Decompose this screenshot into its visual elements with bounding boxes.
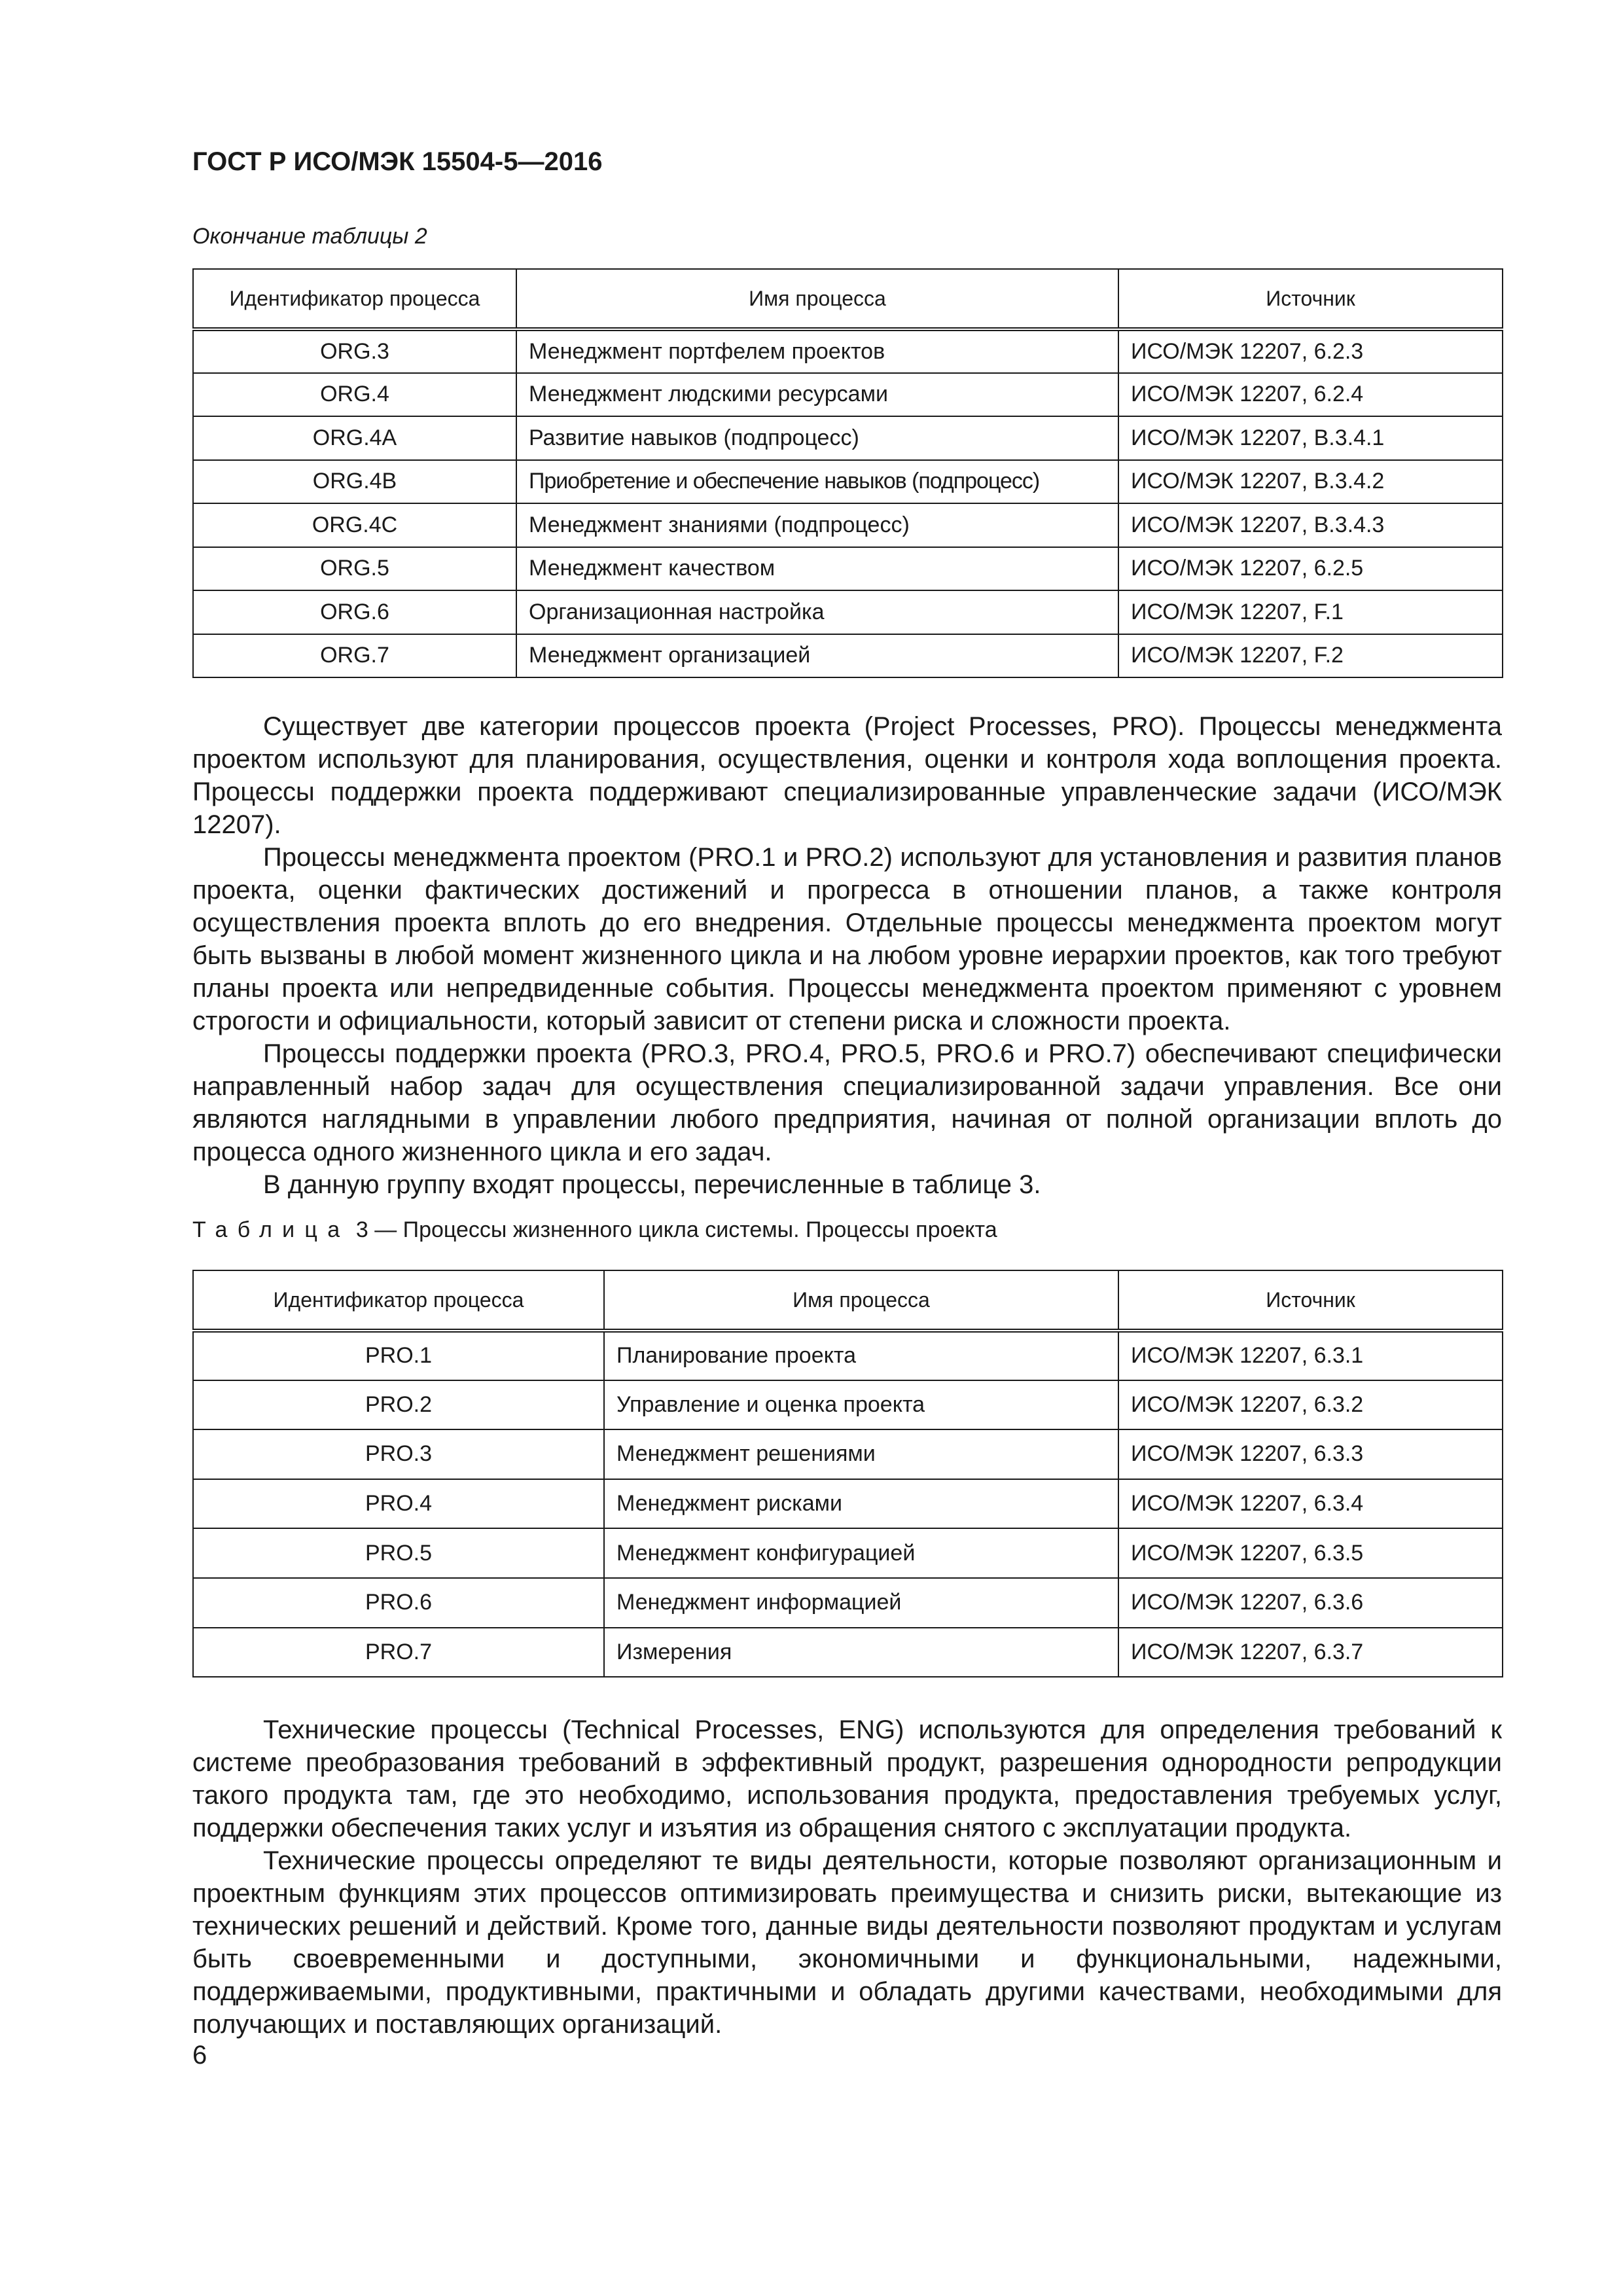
cell-source: ИСО/МЭК 12207, 6.2.4: [1118, 373, 1503, 417]
paragraph: Технические процессы определяют те виды деятельности, которые позволяют организационным и проектным функциям этих процессов оптимизировать преимущества и снизить риски, вытекающие из технических решений и действий. Кроме того, данные виды деятельности позволяют продуктам и услугам быть своевременными и доступными, экономичными и функциональными, надежными, поддерживаемыми, продуктивными, практичными и обладать другими качествами, необходимыми для получающих и поставляющих организаций.: [192, 1846, 1502, 2039]
table-row: [193, 460, 1503, 504]
cell-name: Менеджмент знаниями (подпроцесс): [516, 503, 1118, 547]
column-header-id: Идентификатор процесса: [193, 1270, 604, 1331]
cell-name: Менеджмент людскими ресурсами: [516, 373, 1118, 417]
cell-source: ИСО/МЭК 12207, B.3.4.3: [1118, 503, 1503, 547]
table-row: [193, 1479, 1503, 1529]
document-header: ГОСТ Р ИСО/МЭК 15504-5—2016: [192, 147, 603, 176]
table-2-caption: Окончание таблицы 2: [192, 224, 427, 249]
table-3: [192, 1270, 1503, 1677]
cell-name: Планирование проекта: [604, 1331, 1118, 1380]
table-row: [193, 416, 1503, 460]
cell-name: Менеджмент решениями: [604, 1429, 1118, 1479]
column-header-source: Источник: [1118, 269, 1503, 329]
cell-name: Менеджмент рисками: [604, 1479, 1118, 1529]
cell-source: ИСО/МЭК 12207, 6.2.3: [1118, 329, 1503, 373]
cell-name: Развитие навыков (подпроцесс): [516, 416, 1118, 460]
cell-id: ORG.4A: [193, 416, 516, 460]
cell-id: PRO.3: [193, 1429, 604, 1479]
cell-id: PRO.6: [193, 1578, 604, 1628]
cell-id: ORG.7: [193, 634, 516, 678]
table-row: [193, 1528, 1503, 1578]
table-3-caption: [192, 1217, 997, 1243]
cell-name: Организационная настройка: [516, 590, 1118, 634]
table-row: [193, 1578, 1503, 1628]
table-row: [193, 503, 1503, 547]
cell-source: ИСО/МЭК 12207, 6.3.2: [1118, 1380, 1503, 1430]
cell-id: ORG.4: [193, 373, 516, 417]
body-text-section-2: [192, 1713, 1502, 2041]
cell-source: ИСО/МЭК 12207, F.2: [1118, 634, 1503, 678]
table-row: [193, 329, 1503, 373]
cell-id: PRO.7: [193, 1628, 604, 1677]
cell-id: PRO.1: [193, 1331, 604, 1380]
table-3-caption-label: Таблица: [192, 1217, 350, 1242]
cell-name: Измерения: [604, 1628, 1118, 1677]
cell-id: ORG.5: [193, 547, 516, 591]
cell-name: Менеджмент конфигурацией: [604, 1528, 1118, 1578]
cell-name: Приобретение и обеспечение навыков (подпроцесс): [516, 460, 1118, 504]
paragraph: Процессы менеджмента проектом (PRO.1 и PRO.2) используют для установления и развития планов проекта, оценки фактических достижений и прогресса в отношении планов, а также контроля осуществления проекта вплоть до его внедрения. Отдельные процессы менеджмента проектом могут быть вызваны в любой момент жизненного цикла и на любом уровне иерархии проектов, как того требуют планы проекта или непредвиденные события. Процессы менеджмента проектом применяют с уровнем строгости и официальности, который зависит от степени риска и сложности проекта.: [192, 843, 1502, 1035]
table-row: [193, 1429, 1503, 1479]
cell-source: ИСО/МЭК 12207, F.1: [1118, 590, 1503, 634]
cell-name: Менеджмент портфелем проектов: [516, 329, 1118, 373]
cell-source: ИСО/МЭК 12207, B.3.4.1: [1118, 416, 1503, 460]
cell-source: ИСО/МЭК 12207, B.3.4.2: [1118, 460, 1503, 504]
table-header-row: [193, 1270, 1503, 1331]
cell-source: ИСО/МЭК 12207, 6.3.7: [1118, 1628, 1503, 1677]
cell-id: PRO.5: [193, 1528, 604, 1578]
cell-source: ИСО/МЭК 12207, 6.3.5: [1118, 1528, 1503, 1578]
cell-source: ИСО/МЭК 12207, 6.2.5: [1118, 547, 1503, 591]
table-3-caption-text: 3 — Процессы жизненного цикла системы. Процессы проекта: [355, 1217, 997, 1242]
cell-id: ORG.4B: [193, 460, 516, 504]
cell-id: ORG.4C: [193, 503, 516, 547]
cell-id: ORG.6: [193, 590, 516, 634]
cell-source: ИСО/МЭК 12207, 6.3.1: [1118, 1331, 1503, 1380]
table-2: [192, 268, 1503, 678]
body-text-section-1: [192, 710, 1502, 1201]
cell-id: ORG.3: [193, 329, 516, 373]
cell-id: PRO.4: [193, 1479, 604, 1529]
column-header-source: Источник: [1118, 1270, 1503, 1331]
column-header-id: Идентификатор процесса: [193, 269, 516, 329]
paragraph: Существует две категории процессов проекта (Project Processes, PRO). Процессы менеджмента проектом используют для планирования, осуществления, оценки и контроля хода воплощения проекта. Процессы поддержки проекта поддерживают специализированные управленческие задачи (ИСО/МЭК 12207).: [192, 712, 1502, 839]
cell-source: ИСО/МЭК 12207, 6.3.4: [1118, 1479, 1503, 1529]
paragraph: В данную группу входят процессы, перечисленные в таблице 3.: [263, 1170, 1041, 1199]
table-row: [193, 1331, 1503, 1380]
table-row: [193, 634, 1503, 678]
cell-source: ИСО/МЭК 12207, 6.3.3: [1118, 1429, 1503, 1479]
table-row: [193, 590, 1503, 634]
cell-name: Управление и оценка проекта: [604, 1380, 1118, 1430]
paragraph: Процессы поддержки проекта (PRO.3, PRO.4, PRO.5, PRO.6 и PRO.7) обеспечивают специфически направленный набор задач для осуществления специализированной задачи управления. Все они являются наглядными в управлении любого предприятия, начиная от полной организации вплоть до процесса одного жизненного цикла и его задач.: [192, 1039, 1502, 1166]
cell-name: Менеджмент информацией: [604, 1578, 1118, 1628]
table-row: [193, 373, 1503, 417]
table-row: [193, 1628, 1503, 1677]
page-number: 6: [192, 2041, 207, 2070]
column-header-name: Имя процесса: [604, 1270, 1118, 1331]
cell-id: PRO.2: [193, 1380, 604, 1430]
cell-source: ИСО/МЭК 12207, 6.3.6: [1118, 1578, 1503, 1628]
cell-name: Менеджмент организацией: [516, 634, 1118, 678]
table-header-row: [193, 269, 1503, 329]
table-row: [193, 1380, 1503, 1430]
column-header-name: Имя процесса: [516, 269, 1118, 329]
cell-name: Менеджмент качеством: [516, 547, 1118, 591]
paragraph: Технические процессы (Technical Processes, ENG) используются для определения требований к системе преобразования требований в эффективный продукт, разрешения однородности репродукции такого продукта там, где это необходимо, использования продукта, предоставления требуемых услуг, поддержки обеспечения таких услуг и изъятия из обращения снятого с эксплуатации продукта.: [192, 1715, 1502, 1842]
table-row: [193, 547, 1503, 591]
